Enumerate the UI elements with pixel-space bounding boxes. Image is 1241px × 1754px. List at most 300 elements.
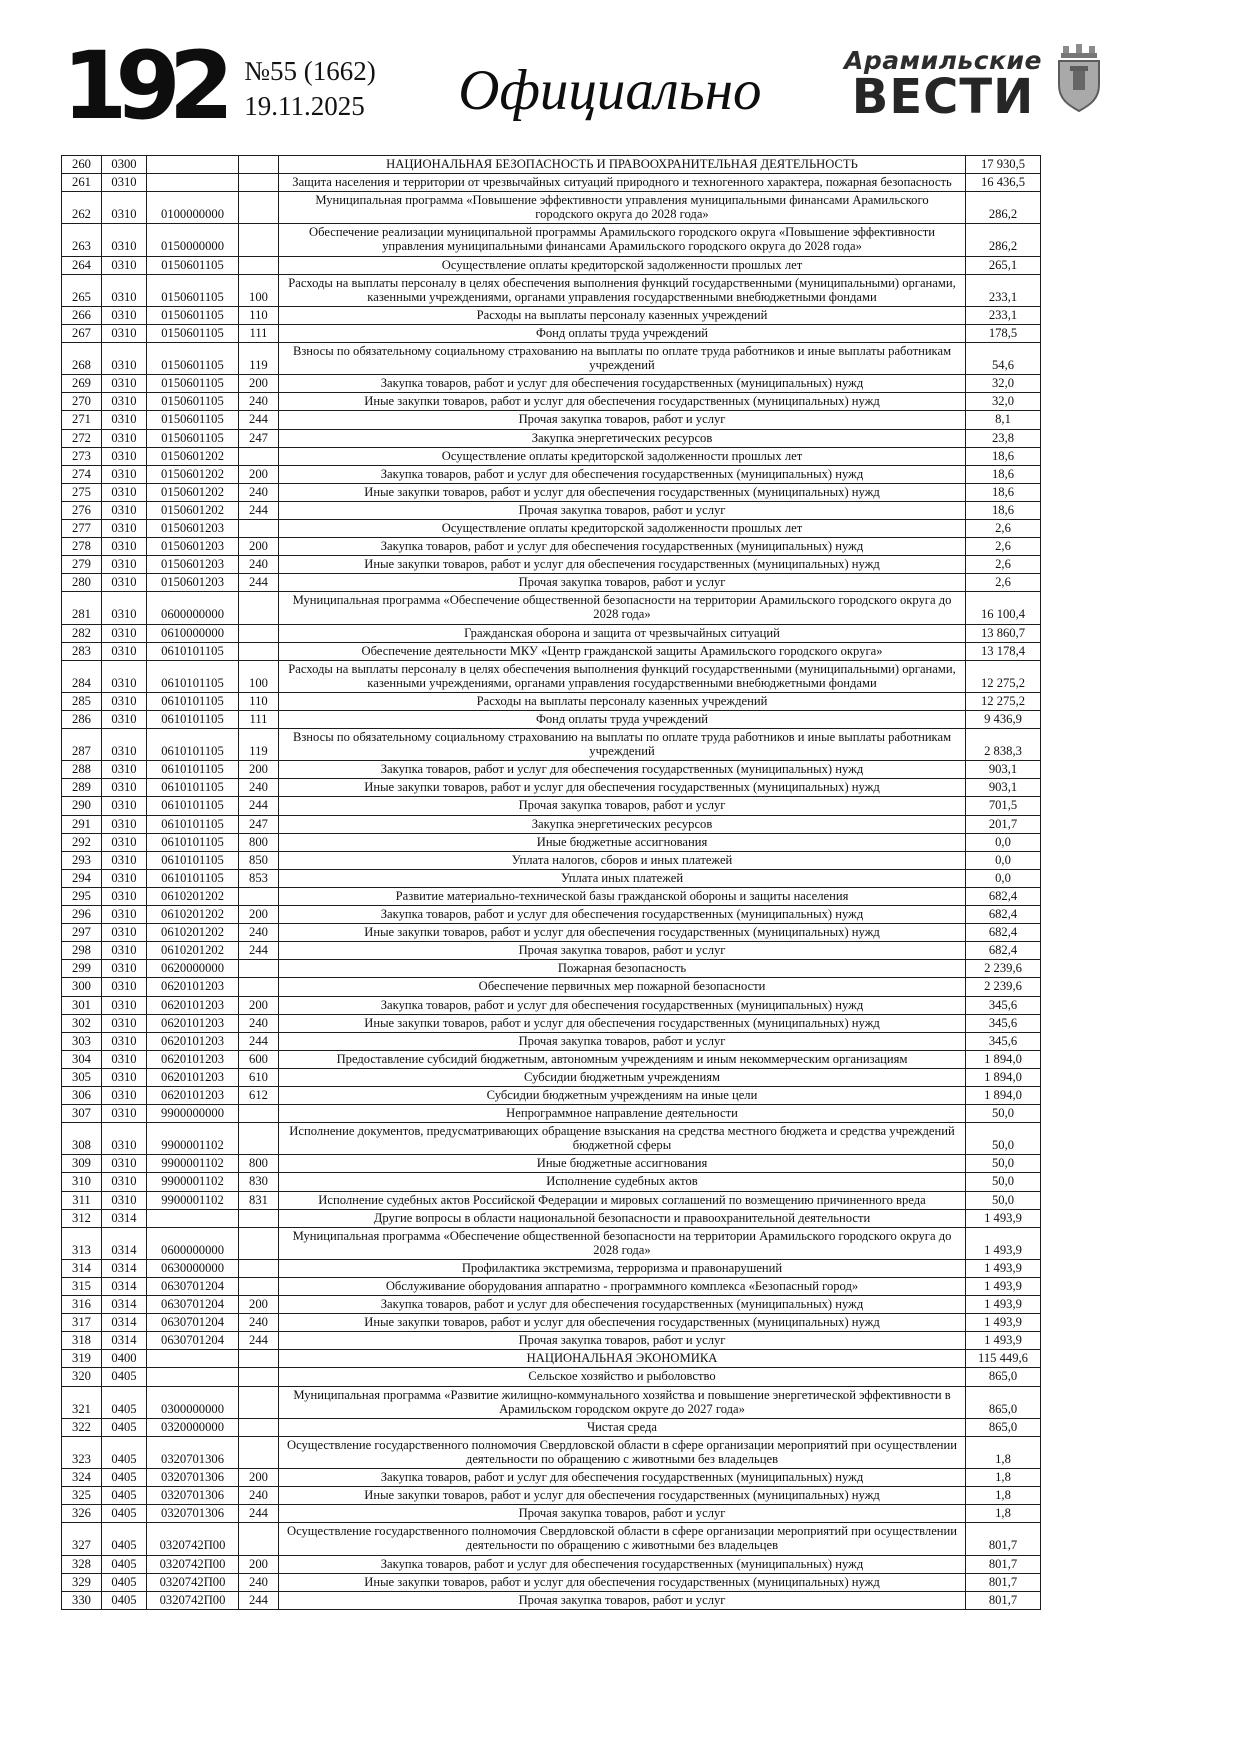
row-number: 304 — [62, 1050, 102, 1068]
table-row — [62, 306, 1041, 324]
section-code: 0310 — [102, 174, 147, 192]
section-code: 0310 — [102, 447, 147, 465]
section-code: 0314 — [102, 1314, 147, 1332]
table-row — [62, 1386, 1041, 1418]
expense-name: Расходы на выплаты персоналу казенных учреждений — [279, 692, 966, 710]
amount: 1 493,9 — [966, 1314, 1041, 1332]
target-article-code: 0620101203 — [147, 1050, 239, 1068]
expense-name: Сельское хозяйство и рыболовство — [279, 1368, 966, 1386]
row-number: 309 — [62, 1155, 102, 1173]
section-code: 0310 — [102, 1086, 147, 1104]
target-article-code: 0630701204 — [147, 1278, 239, 1296]
table-row — [62, 924, 1041, 942]
amount: 8,1 — [966, 411, 1041, 429]
target-article-code: 0610101105 — [147, 779, 239, 797]
expense-name: Закупка товаров, работ и услуг для обеспечения государственных (муниципальных) нужд — [279, 1296, 966, 1314]
issue-date: 19.11.2025 — [244, 91, 365, 122]
amount: 2,6 — [966, 538, 1041, 556]
target-article-code: 9900001102 — [147, 1191, 239, 1209]
section-code: 0310 — [102, 411, 147, 429]
table-row — [62, 519, 1041, 537]
section-code: 0405 — [102, 1505, 147, 1523]
expense-type-code — [239, 1523, 279, 1555]
expense-name: Муниципальная программа «Обеспечение общественной безопасности на территории Арамильского городского округа до 2028 года» — [279, 1227, 966, 1259]
target-article-code: 9900001102 — [147, 1123, 239, 1155]
expense-type-code: 240 — [239, 556, 279, 574]
expense-name: Обслуживание оборудования аппаратно - программного комплекса «Безопасный город» — [279, 1278, 966, 1296]
table-row — [62, 1278, 1041, 1296]
expense-name: Осуществление оплаты кредиторской задолженности прошлых лет — [279, 447, 966, 465]
table-row — [62, 1368, 1041, 1386]
amount: 903,1 — [966, 761, 1041, 779]
amount: 50,0 — [966, 1155, 1041, 1173]
target-article-code: 0610101105 — [147, 761, 239, 779]
table-row — [62, 729, 1041, 761]
target-article-code: 0150601105 — [147, 256, 239, 274]
expense-name: Иные закупки товаров, работ и услуг для обеспечения государственных (муниципальных) нужд — [279, 779, 966, 797]
expense-type-code: 610 — [239, 1068, 279, 1086]
expense-name: Прочая закупка товаров, работ и услуг — [279, 501, 966, 519]
expense-type-code: 240 — [239, 779, 279, 797]
section-code: 0310 — [102, 501, 147, 519]
expense-type-code — [239, 624, 279, 642]
table-row — [62, 1436, 1041, 1468]
expense-type-code: 240 — [239, 393, 279, 411]
expense-type-code — [239, 978, 279, 996]
target-article-code: 0150601202 — [147, 447, 239, 465]
section-code: 0310 — [102, 942, 147, 960]
target-article-code — [147, 1209, 239, 1227]
amount: 682,4 — [966, 887, 1041, 905]
expense-name: Осуществление оплаты кредиторской задолженности прошлых лет — [279, 519, 966, 537]
target-article-code — [147, 1350, 239, 1368]
row-number: 314 — [62, 1259, 102, 1277]
expense-name: Субсидии бюджетным учреждениям — [279, 1068, 966, 1086]
section-code: 0314 — [102, 1332, 147, 1350]
target-article-code: 0620000000 — [147, 960, 239, 978]
row-number: 291 — [62, 815, 102, 833]
table-row — [62, 574, 1041, 592]
amount: 50,0 — [966, 1105, 1041, 1123]
row-number: 267 — [62, 324, 102, 342]
expense-type-code: 119 — [239, 343, 279, 375]
amount: 18,6 — [966, 465, 1041, 483]
target-article-code: 0630701204 — [147, 1332, 239, 1350]
section-code: 0314 — [102, 1296, 147, 1314]
expense-type-code: 244 — [239, 1032, 279, 1050]
target-article-code: 0150601105 — [147, 324, 239, 342]
section-code: 0310 — [102, 779, 147, 797]
section-code: 0310 — [102, 1105, 147, 1123]
target-article-code: 0150601202 — [147, 465, 239, 483]
expense-type-code: 240 — [239, 1573, 279, 1591]
expense-name: Прочая закупка товаров, работ и услуг — [279, 574, 966, 592]
expense-type-code — [239, 1386, 279, 1418]
row-number: 299 — [62, 960, 102, 978]
expense-name: Иные закупки товаров, работ и услуг для обеспечения государственных (муниципальных) нужд — [279, 1487, 966, 1505]
row-number: 310 — [62, 1173, 102, 1191]
section-code: 0310 — [102, 592, 147, 624]
table-row — [62, 1259, 1041, 1277]
amount: 2 239,6 — [966, 978, 1041, 996]
amount: 32,0 — [966, 375, 1041, 393]
table-row — [62, 538, 1041, 556]
table-row — [62, 624, 1041, 642]
target-article-code: 0150601203 — [147, 538, 239, 556]
row-number: 261 — [62, 174, 102, 192]
target-article-code: 0320742П00 — [147, 1555, 239, 1573]
section-code: 0310 — [102, 429, 147, 447]
amount: 682,4 — [966, 942, 1041, 960]
expense-name: Обеспечение реализации муниципальной программы Арамильского городского округа «Повышение эффективности управления муниципальными финансами Арамильского городского округа до 2028 года» — [279, 224, 966, 256]
row-number: 281 — [62, 592, 102, 624]
target-article-code: 0150601105 — [147, 343, 239, 375]
target-article-code: 0620101203 — [147, 1086, 239, 1104]
expense-type-code: 119 — [239, 729, 279, 761]
section-code: 0310 — [102, 519, 147, 537]
row-number: 318 — [62, 1332, 102, 1350]
expense-type-code: 247 — [239, 815, 279, 833]
table-row — [62, 1191, 1041, 1209]
expense-name: Предоставление субсидий бюджетным, автономным учреждениям и иным некоммерческим организациям — [279, 1050, 966, 1068]
row-number: 265 — [62, 274, 102, 306]
section-code: 0314 — [102, 1259, 147, 1277]
expense-type-code: 244 — [239, 574, 279, 592]
target-article-code: 0610101105 — [147, 660, 239, 692]
table-row — [62, 1014, 1041, 1032]
expense-type-code: 244 — [239, 942, 279, 960]
expense-name: Уплата иных платежей — [279, 869, 966, 887]
expense-type-code — [239, 447, 279, 465]
table-row — [62, 887, 1041, 905]
section-code: 0405 — [102, 1573, 147, 1591]
target-article-code: 0630000000 — [147, 1259, 239, 1277]
expense-name: Прочая закупка товаров, работ и услуг — [279, 797, 966, 815]
section-code: 0310 — [102, 465, 147, 483]
expense-type-code: 244 — [239, 1332, 279, 1350]
amount: 345,6 — [966, 1032, 1041, 1050]
expense-name: Закупка энергетических ресурсов — [279, 429, 966, 447]
expense-type-code — [239, 156, 279, 174]
target-article-code: 0610101105 — [147, 797, 239, 815]
expense-type-code: 111 — [239, 711, 279, 729]
target-article-code: 0610101105 — [147, 692, 239, 710]
expense-name: Прочая закупка товаров, работ и услуг — [279, 1505, 966, 1523]
table-row — [62, 779, 1041, 797]
section-code: 0405 — [102, 1591, 147, 1609]
amount: 18,6 — [966, 483, 1041, 501]
city-crest-icon — [1051, 44, 1107, 116]
row-number: 274 — [62, 465, 102, 483]
row-number: 292 — [62, 833, 102, 851]
table-row — [62, 483, 1041, 501]
row-number: 305 — [62, 1068, 102, 1086]
expense-type-code: 244 — [239, 1591, 279, 1609]
amount: 17 930,5 — [966, 156, 1041, 174]
target-article-code: 9900001102 — [147, 1155, 239, 1173]
section-code: 0310 — [102, 375, 147, 393]
expense-type-code: 853 — [239, 869, 279, 887]
expense-type-code: 200 — [239, 538, 279, 556]
table-row — [62, 960, 1041, 978]
amount: 701,5 — [966, 797, 1041, 815]
amount: 1 894,0 — [966, 1068, 1041, 1086]
expense-name: Расходы на выплаты персоналу в целях обеспечения выполнения функций государственными (муниципальными) органами, казенными учреждениями, органами управления государственными внебюджетными фондами — [279, 274, 966, 306]
table-row — [62, 761, 1041, 779]
table-row — [62, 797, 1041, 815]
expense-type-code: 830 — [239, 1173, 279, 1191]
section-code: 0405 — [102, 1368, 147, 1386]
table-row — [62, 1555, 1041, 1573]
amount: 2 838,3 — [966, 729, 1041, 761]
table-row — [62, 429, 1041, 447]
amount: 1 894,0 — [966, 1050, 1041, 1068]
row-number: 285 — [62, 692, 102, 710]
row-number: 330 — [62, 1591, 102, 1609]
expense-type-code: 244 — [239, 797, 279, 815]
section-code: 0405 — [102, 1386, 147, 1418]
amount: 1 493,9 — [966, 1227, 1041, 1259]
amount: 1,8 — [966, 1505, 1041, 1523]
section-code: 0400 — [102, 1350, 147, 1368]
table-row — [62, 1155, 1041, 1173]
section-code: 0310 — [102, 556, 147, 574]
section-code: 0405 — [102, 1469, 147, 1487]
expense-type-code: 200 — [239, 375, 279, 393]
table-row — [62, 1573, 1041, 1591]
expense-name: Другие вопросы в области национальной безопасности и правоохранительной деятельности — [279, 1209, 966, 1227]
expense-type-code — [239, 642, 279, 660]
row-number: 271 — [62, 411, 102, 429]
table-row — [62, 1591, 1041, 1609]
table-row — [62, 592, 1041, 624]
section-code: 0310 — [102, 393, 147, 411]
target-article-code: 0150000000 — [147, 224, 239, 256]
expense-name: Иные закупки товаров, работ и услуг для обеспечения государственных (муниципальных) нужд — [279, 1314, 966, 1332]
expense-type-code: 110 — [239, 692, 279, 710]
expense-name: Чистая среда — [279, 1418, 966, 1436]
row-number: 296 — [62, 906, 102, 924]
target-article-code: 0610101105 — [147, 851, 239, 869]
expense-type-code: 100 — [239, 274, 279, 306]
target-article-code: 0320701306 — [147, 1436, 239, 1468]
row-number: 306 — [62, 1086, 102, 1104]
expense-type-code: 247 — [239, 429, 279, 447]
expense-type-code: 200 — [239, 906, 279, 924]
masthead — [62, 32, 1107, 141]
expense-type-code: 110 — [239, 306, 279, 324]
row-number: 289 — [62, 779, 102, 797]
expense-name: Исполнение судебных актов Российской Федерации и мировых соглашений по возмещению причиненного вреда — [279, 1191, 966, 1209]
expense-type-code — [239, 1436, 279, 1468]
row-number: 325 — [62, 1487, 102, 1505]
section-code: 0310 — [102, 833, 147, 851]
target-article-code: 0600000000 — [147, 592, 239, 624]
table-row — [62, 324, 1041, 342]
row-number: 280 — [62, 574, 102, 592]
expense-type-code: 111 — [239, 324, 279, 342]
expense-name: Взносы по обязательному социальному страхованию на выплаты по оплате труда работников и иные выплаты работникам учреждений — [279, 729, 966, 761]
target-article-code: 0610201202 — [147, 906, 239, 924]
amount: 1 493,9 — [966, 1296, 1041, 1314]
section-code: 0310 — [102, 538, 147, 556]
table-row — [62, 411, 1041, 429]
table-row — [62, 1173, 1041, 1191]
expense-name: Уплата налогов, сборов и иных платежей — [279, 851, 966, 869]
amount: 32,0 — [966, 393, 1041, 411]
amount: 1 493,9 — [966, 1278, 1041, 1296]
target-article-code: 0150601105 — [147, 393, 239, 411]
expense-name: Исполнение судебных актов — [279, 1173, 966, 1191]
row-number: 320 — [62, 1368, 102, 1386]
target-article-code: 0610000000 — [147, 624, 239, 642]
row-number: 329 — [62, 1573, 102, 1591]
expense-name: Прочая закупка товаров, работ и услуг — [279, 942, 966, 960]
section-code: 0310 — [102, 711, 147, 729]
section-code: 0405 — [102, 1487, 147, 1505]
expense-name: НАЦИОНАЛЬНАЯ БЕЗОПАСНОСТЬ И ПРАВООХРАНИТЕЛЬНАЯ ДЕЯТЕЛЬНОСТЬ — [279, 156, 966, 174]
amount: 2,6 — [966, 519, 1041, 537]
expense-type-code: 800 — [239, 833, 279, 851]
target-article-code: 0620101203 — [147, 1068, 239, 1086]
section-code: 0310 — [102, 1155, 147, 1173]
table-row — [62, 1350, 1041, 1368]
amount: 233,1 — [966, 306, 1041, 324]
table-row — [62, 343, 1041, 375]
target-article-code: 0610101105 — [147, 711, 239, 729]
section-code: 0314 — [102, 1227, 147, 1259]
amount: 801,7 — [966, 1523, 1041, 1555]
table-row — [62, 1123, 1041, 1155]
amount: 233,1 — [966, 274, 1041, 306]
newspaper-brand — [844, 44, 1107, 125]
expense-name: Муниципальная программа «Развитие жилищно-коммунального хозяйства и повышение энергетической эффективности в Арамильском городском округе до 2027 года» — [279, 1386, 966, 1418]
section-code: 0310 — [102, 906, 147, 924]
amount: 50,0 — [966, 1123, 1041, 1155]
expense-name: Обеспечение первичных мер пожарной безопасности — [279, 978, 966, 996]
target-article-code: 0150601203 — [147, 556, 239, 574]
amount: 16 100,4 — [966, 592, 1041, 624]
section-code: 0310 — [102, 924, 147, 942]
expense-name: Закупка товаров, работ и услуг для обеспечения государственных (муниципальных) нужд — [279, 1555, 966, 1573]
amount: 115 449,6 — [966, 1350, 1041, 1368]
expense-type-code: 831 — [239, 1191, 279, 1209]
expense-name: Закупка товаров, работ и услуг для обеспечения государственных (муниципальных) нужд — [279, 761, 966, 779]
table-row — [62, 660, 1041, 692]
section-code: 0310 — [102, 996, 147, 1014]
expense-name: Закупка энергетических ресурсов — [279, 815, 966, 833]
amount: 1,8 — [966, 1487, 1041, 1505]
expense-type-code: 240 — [239, 924, 279, 942]
amount: 1 493,9 — [966, 1332, 1041, 1350]
amount: 801,7 — [966, 1573, 1041, 1591]
expense-name: Муниципальная программа «Обеспечение общественной безопасности на территории Арамильского городского округа до 2028 года» — [279, 592, 966, 624]
target-article-code — [147, 156, 239, 174]
expense-type-code — [239, 1227, 279, 1259]
brand-text — [844, 46, 1042, 125]
table-row — [62, 192, 1041, 224]
row-number: 272 — [62, 429, 102, 447]
table-row — [62, 833, 1041, 851]
expense-type-code — [239, 1350, 279, 1368]
expense-type-code — [239, 960, 279, 978]
expense-name: Иные закупки товаров, работ и услуг для обеспечения государственных (муниципальных) нужд — [279, 556, 966, 574]
brand-name-bottom: ВЕСТИ — [851, 69, 1035, 125]
expense-name: Развитие материально-технической базы гражданской обороны и защиты населения — [279, 887, 966, 905]
expense-name: Иные закупки товаров, работ и услуг для обеспечения государственных (муниципальных) нужд — [279, 483, 966, 501]
row-number: 278 — [62, 538, 102, 556]
section-code: 0310 — [102, 224, 147, 256]
section-code: 0310 — [102, 797, 147, 815]
section-code: 0310 — [102, 343, 147, 375]
row-number: 277 — [62, 519, 102, 537]
amount: 1,8 — [966, 1436, 1041, 1468]
section-code: 0405 — [102, 1555, 147, 1573]
expense-name: Закупка товаров, работ и услуг для обеспечения государственных (муниципальных) нужд — [279, 538, 966, 556]
issue-block — [244, 44, 376, 124]
expense-type-code — [239, 1368, 279, 1386]
row-number: 307 — [62, 1105, 102, 1123]
row-number: 273 — [62, 447, 102, 465]
table-row — [62, 556, 1041, 574]
amount: 865,0 — [966, 1368, 1041, 1386]
table-row — [62, 942, 1041, 960]
section-code: 0310 — [102, 692, 147, 710]
expense-name: Профилактика экстремизма, терроризма и правонарушений — [279, 1259, 966, 1277]
target-article-code: 0150601105 — [147, 411, 239, 429]
expense-name: НАЦИОНАЛЬНАЯ ЭКОНОМИКА — [279, 1350, 966, 1368]
table-row — [62, 1209, 1041, 1227]
expense-name: Взносы по обязательному социальному страхованию на выплаты по оплате труда работников и иные выплаты работникам учреждений — [279, 343, 966, 375]
expense-name: Закупка товаров, работ и услуг для обеспечения государственных (муниципальных) нужд — [279, 375, 966, 393]
section-code: 0310 — [102, 1068, 147, 1086]
table-row — [62, 906, 1041, 924]
amount: 54,6 — [966, 343, 1041, 375]
row-number: 269 — [62, 375, 102, 393]
amount: 0,0 — [966, 833, 1041, 851]
target-article-code — [147, 1368, 239, 1386]
row-number: 312 — [62, 1209, 102, 1227]
table-row — [62, 815, 1041, 833]
target-article-code: 0150601105 — [147, 375, 239, 393]
table-row — [62, 1105, 1041, 1123]
expense-name: Прочая закупка товаров, работ и услуг — [279, 1332, 966, 1350]
target-article-code: 0620101203 — [147, 1032, 239, 1050]
amount: 1 493,9 — [966, 1259, 1041, 1277]
row-number: 294 — [62, 869, 102, 887]
target-article-code: 0610101105 — [147, 833, 239, 851]
expense-type-code: 100 — [239, 660, 279, 692]
target-article-code: 0610201202 — [147, 924, 239, 942]
amount: 2,6 — [966, 574, 1041, 592]
row-number: 275 — [62, 483, 102, 501]
section-code: 0310 — [102, 960, 147, 978]
amount: 178,5 — [966, 324, 1041, 342]
amount: 13 178,4 — [966, 642, 1041, 660]
amount: 13 860,7 — [966, 624, 1041, 642]
expense-type-code: 200 — [239, 996, 279, 1014]
target-article-code: 0150601202 — [147, 501, 239, 519]
expense-name: Осуществление государственного полномочия Свердловской области в сфере организации мероприятий при осуществлении деятельности по обращению с животными без владельцев — [279, 1436, 966, 1468]
target-article-code: 0150601105 — [147, 306, 239, 324]
target-article-code: 0610201202 — [147, 942, 239, 960]
target-article-code: 0610101105 — [147, 869, 239, 887]
target-article-code: 0630701204 — [147, 1314, 239, 1332]
amount: 345,6 — [966, 1014, 1041, 1032]
section-code: 0405 — [102, 1436, 147, 1468]
amount: 682,4 — [966, 924, 1041, 942]
expense-name: Расходы на выплаты персоналу в целях обеспечения выполнения функций государственными (муниципальными) органами, казенными учреждениями, органами управления государственными внебюджетными фондами — [279, 660, 966, 692]
